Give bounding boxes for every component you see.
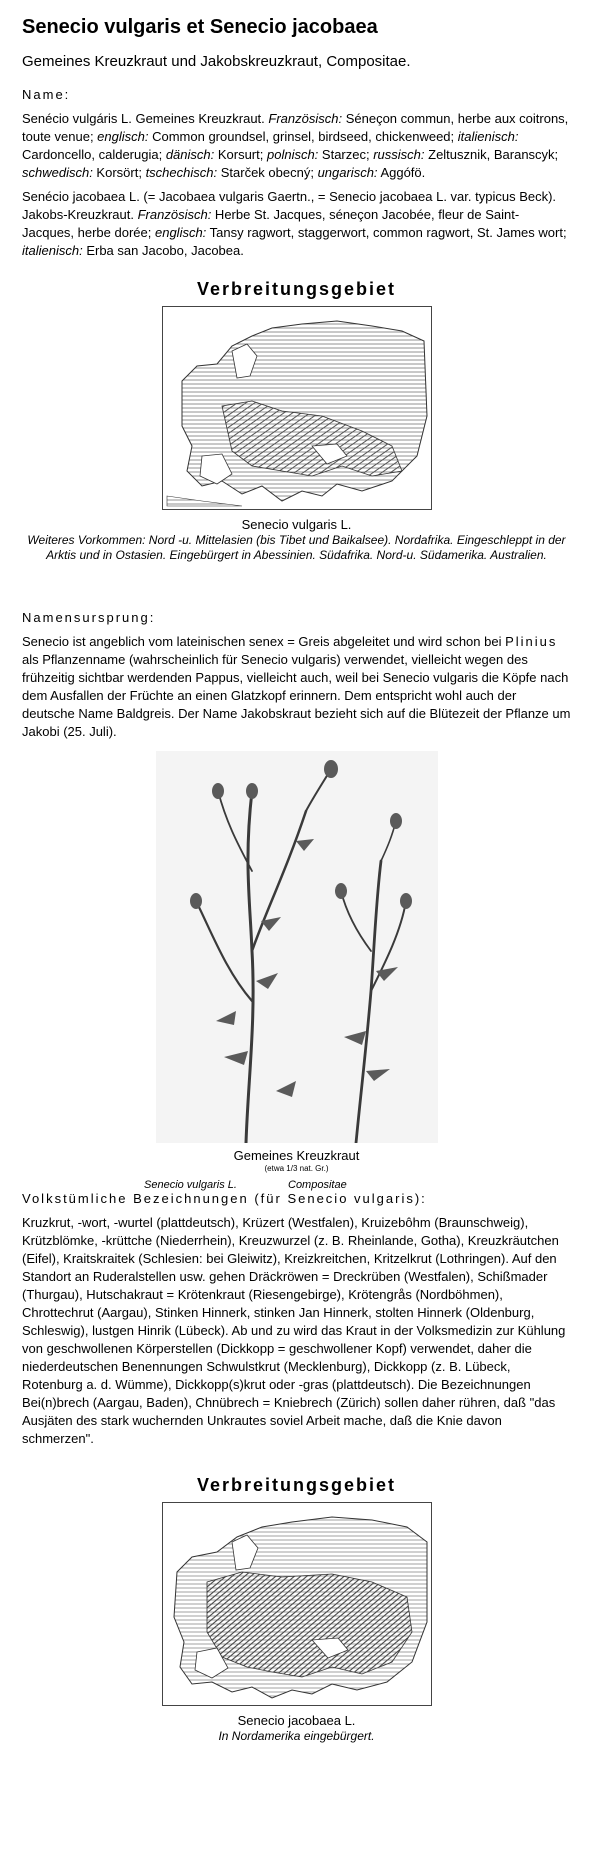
plant-latin-row: [22, 1174, 571, 1190]
language-label: italienisch:: [457, 129, 519, 144]
language-label: schwedisch:: [22, 165, 93, 180]
name-text: Aggófö.: [377, 165, 426, 180]
name-text: Erba san Jacobo, Jacobea.: [82, 243, 244, 258]
plant-family-name: Compositae: [288, 1179, 347, 1191]
map1-note: Weiteres Vorkommen: Nord -u. Mittelasien (bis Tibet und Baikalsee). Nordafrika. Eingeschleppt in der Arktis und in Ostasien. Eingebürgert in Abessinien. Südafrika. Nord-u. Südamerika. Australien.: [27, 533, 566, 562]
name-heading: Name:: [22, 87, 71, 102]
name-text: Korsört;: [92, 165, 146, 180]
map2-europe-distribution-image: [162, 1502, 432, 1706]
map1-caption: Senecio vulgaris L.: [241, 517, 352, 532]
language-label: tschechisch:: [145, 165, 218, 180]
language-label: russisch:: [373, 147, 425, 162]
map2-note: In Nordamerika eingebürgert.: [218, 1729, 375, 1743]
language-label: dänisch:: [165, 147, 215, 162]
folk-heading: Volkstümliche Bezeichnungen (für Senecio vulgaris):: [22, 1191, 427, 1206]
name-text: Cardoncello, calderugia;: [22, 147, 166, 162]
name-text: Starček obecný;: [217, 165, 318, 180]
origin-paragraph: [22, 633, 571, 741]
language-label: Französisch:: [137, 207, 212, 222]
map2-heading: Verbreitungsgebiet: [196, 1475, 397, 1495]
plant-caption: Gemeines Kreuzkraut: [233, 1148, 360, 1163]
name-text: Senécio vulgáris L. Gemeines Kreuzkraut.: [22, 111, 269, 126]
name-text: Zeltusznik, Baranscyk;: [424, 147, 559, 162]
plant-latin-name: Senecio vulgaris L.: [144, 1179, 237, 1191]
origin-text: als Pflanzenname (wahrscheinlich für Senecio vulgaris) verwendet, vielleicht wegen des frühzeitig sichtbar werdenden Pappus, vielleicht auch, weil bei Senecio vulgaris die Köpfe nach dem Ausfallen der Früchte an einen Glatzkopf erinnern. Dem entspricht wohl auch der deutsche Name Baldgreis. Der Name Jakobskraut bezieht sich auf die Blütezeit der Pflanze um Jakobi (25. Juli).: [22, 652, 571, 739]
page-title: Senecio vulgaris et Senecio jacobaea: [22, 16, 378, 38]
language-label: Französisch:: [268, 111, 343, 126]
map2-caption: Senecio jacobaea L.: [237, 1713, 356, 1728]
map1-heading: Verbreitungsgebiet: [196, 279, 397, 299]
name-text: Starzec;: [318, 147, 374, 162]
page-subtitle: Gemeines Kreuzkraut und Jakobskreuzkraut, Compositae.: [22, 53, 411, 70]
language-label: englisch:: [154, 225, 207, 240]
origin-heading: Namensursprung:: [22, 610, 156, 625]
language-label: englisch:: [97, 129, 149, 144]
name-text: Korsurt;: [214, 147, 267, 162]
name-text: Senécio jacobaea L. (= Jacobaea vulgaris Gaertn., = Senecio jacobaea L. var. typicus Beck). Jakobs-Kreuzkraut.: [22, 189, 557, 222]
name-paragraph-1: [22, 110, 571, 182]
map1-europe-distribution-image: [162, 306, 432, 510]
plinius-name: Plinius: [505, 634, 558, 649]
name-text: Common groundsel, grinsel, birdseed, chickenweed;: [148, 129, 458, 144]
language-label: italienisch:: [22, 243, 83, 258]
origin-text: Senecio ist angeblich vom lateinischen senex = Greis abgeleitet und wird schon bei: [22, 634, 506, 649]
plant-photo-image: [156, 751, 438, 1143]
language-label: polnisch:: [266, 147, 319, 162]
folk-paragraph: Kruzkrut, -wort, -wurtel (plattdeutsch), Krüzert (Westfalen), Kruizebôhm (Braunschweig), Krützblömke, -krüttche (Niederrhein), Kreuzwurzel (z. B. Rheinlande, Gotha), Kreuzkräutchen (Eifel), Kraitskraitek (Schlesien: bei Gleiwitz), Kreizkreitchen, Kritzelkrut (Lothringen). Auf den Standort an Ruderalstellen usw. gehen Dräckröwen = Dreckrüben (Westfalen), Schißmader (Thurgau), Hutschakraut = Krötenkraut (Riesengebirge), Krötengrås (Nordböhmen), Chrottechrut (Aargau), Stinken Hinnerk, stinken Jan Hinnerk, stolten Hinnerk (Oldenburg, Schleswig), lustgen Hinrik (Lübeck). Ab und zu wird das Kraut in der Volksmedizin zur Kühlung von geschwollenen Körperstellen (Dickkopp = geschwollener Kopf) verwendet, daher die niederdeutschen Benennungen Schwulstkrut (Mecklenburg), Dickkopp (z. B. Lübeck, Rotenburg a. d. Wümme), Dickkopp(s)krut oder -gras (plattdeutsch). Die Bezeichnungen Bei(n)brech (Aargau, Baden), Chnübrech = Kniebrech (Zürich) sollen daher rühren, daß "das Ausjäten des stark wuchernden Unkrautes soviel Arbeit mache, daß die Knie davon schmerzen".: [22, 1215, 566, 1446]
name-text: Herbe St. Jacques, séneçon Jacobée, fleur de Saint-Jacques, herbe dorée;: [22, 207, 520, 240]
name-paragraph-2: [22, 188, 571, 260]
plant-scale-note: (etwa 1/3 nat. Gr.): [264, 1164, 329, 1173]
language-label: ungarisch:: [317, 165, 378, 180]
name-text: Tansy ragwort, staggerwort, common ragwort, St. James wort;: [206, 225, 567, 240]
name-text: Séneçon commun, herbe aux coitrons, toute venue;: [22, 111, 569, 144]
